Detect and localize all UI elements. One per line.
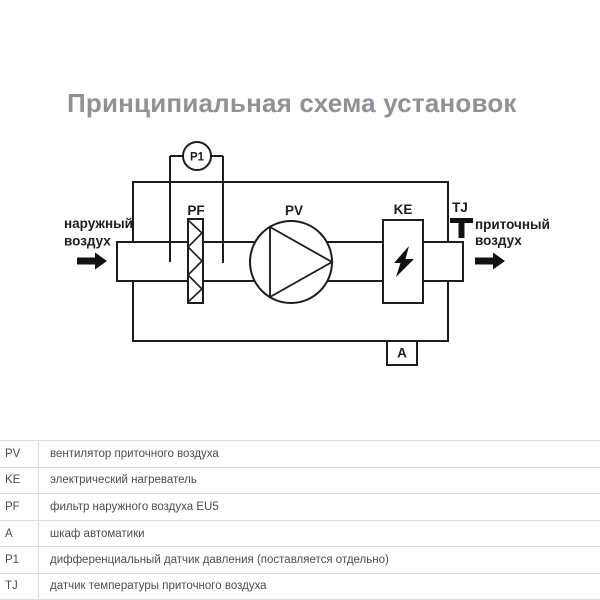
table-row [0,520,600,547]
temp-sensor-label: TJ [452,200,468,215]
legend-code: TJ [5,580,18,593]
legend-desc: фильтр наружного воздуха EU5 [38,494,600,520]
table-row [0,467,600,494]
temp-sensor-stem [459,223,465,238]
legend-code: PF [5,500,20,513]
supply-air-caption-line1: приточный [475,217,550,232]
table-row [0,573,600,600]
legend-desc: вентилятор приточного воздуха [38,441,600,467]
legend-code: A [5,527,13,540]
legend-desc: шкаф автоматики [38,521,600,547]
legend-desc: дифференциальный датчик давления (поставляется отдельно) [38,547,600,573]
heater-label: KE [393,202,413,217]
table-row [0,493,600,520]
airflow-arrow-out-icon [475,253,505,270]
automation-box-label: A [397,345,407,361]
table-row [0,546,600,573]
filter-label: PF [187,203,205,218]
fan-label: PV [284,203,304,218]
outside-air-caption-line2: воздух [64,233,111,249]
legend-code: PV [5,447,21,460]
legend-code: P1 [5,554,20,567]
legend-desc: датчик температуры приточного воздуха [38,574,600,599]
supply-air-caption-line2: воздух [475,233,522,248]
pressure-sensor-label: P1 [189,151,205,164]
table-row [0,440,600,467]
legend-desc: электрический нагреватель [38,468,600,494]
temp-sensor-symbol [450,218,473,223]
fan-symbol [250,221,332,303]
page-title: Принципиальная схема установок [67,88,517,118]
legend-code: KE [5,474,21,487]
airflow-arrow-in-icon [77,253,107,270]
outside-air-caption-line1: наружный [64,216,133,231]
legend-table [0,440,600,600]
